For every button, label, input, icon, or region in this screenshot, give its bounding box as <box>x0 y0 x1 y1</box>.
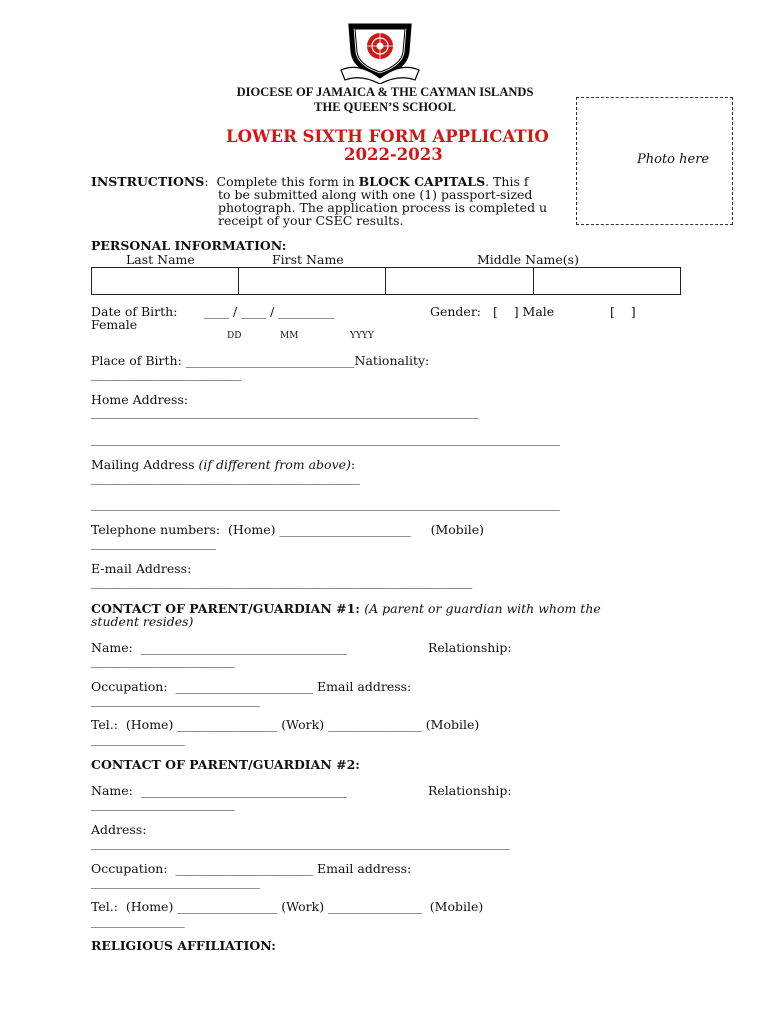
email-field[interactable]: _____________________________________________________________ <box>91 574 473 589</box>
mailing-label-colon: : <box>350 457 356 472</box>
email-label: E-mail Address: <box>91 561 192 576</box>
guardian1-relationship-field[interactable]: _______________________ <box>91 653 235 668</box>
guardian1-relationship-label: Relationship: <box>428 640 512 655</box>
guardian2-tel-field[interactable]: Tel.: (Home) ________________ (Work) _______________ (Mobile) <box>91 899 484 914</box>
school-name: THE QUEEN’S SCHOOL <box>314 100 456 114</box>
instructions-label: INSTRUCTIONS <box>91 174 205 189</box>
guardian2-address-field[interactable]: ___________________________________________________________________ <box>91 835 510 850</box>
mailing-label-note: (if different from above) <box>198 457 351 472</box>
dob-mm-hint: MM <box>280 331 299 341</box>
guardian1-note: (A parent or guardian with whom the <box>364 601 601 616</box>
guardian1-tel-field[interactable]: Tel.: (Home) ________________ (Work) _______________ (Mobile) <box>91 717 480 732</box>
guardian2-heading: CONTACT OF PARENT/GUARDIAN #2: <box>91 757 360 772</box>
diocese-heading: DIOCESE OF JAMAICA & THE CAYMAN ISLANDS <box>236 85 534 99</box>
instructions-line2: to be submitted along with one (1) passport-sized <box>218 187 533 202</box>
instructions-block-capitals: BLOCK CAPITALS <box>358 174 486 189</box>
nationality-field[interactable]: ________________________ <box>91 366 241 381</box>
dob-yyyy-hint: YYYY <box>350 331 374 341</box>
gender-female-label: Female <box>91 317 138 332</box>
personal-info-heading: PERSONAL INFORMATION: <box>91 238 287 253</box>
mailing-label-text: Mailing Address <box>91 457 199 472</box>
guardian2-address-label: Address: <box>91 822 147 837</box>
guardian1-heading-text: CONTACT OF PARENT/GUARDIAN #1: <box>91 601 365 616</box>
middle-name-field-2[interactable] <box>534 268 681 294</box>
mailing-address-line-1[interactable]: ___________________________________________ <box>91 470 360 485</box>
dob-field[interactable]: ____ / ____ / _________ <box>204 304 335 319</box>
gender-female-checkbox[interactable]: [ ] <box>610 304 636 319</box>
name-grid <box>91 267 681 295</box>
guardian1-occupation-field[interactable]: Occupation: ______________________ Email address: <box>91 679 412 694</box>
instructions-line3: photograph. The application process is completed u <box>218 200 548 215</box>
guardian2-mobile-field[interactable]: _______________ <box>91 913 185 928</box>
form-year: 2022-2023 <box>344 145 443 164</box>
middle-name-field-1[interactable] <box>386 268 534 294</box>
home-address-line-1[interactable]: ______________________________________________________________ <box>91 404 479 419</box>
guardian2-email-field[interactable]: ___________________________ <box>91 874 260 889</box>
dob-label: Date of Birth: <box>91 304 178 319</box>
guardian2-relationship-label: Relationship: <box>428 783 512 798</box>
instructions-text-a: : Complete this form in <box>204 174 359 189</box>
photo-box <box>576 97 733 225</box>
guardian1-email-field[interactable]: ___________________________ <box>91 692 260 707</box>
mobile-field[interactable]: ____________________ <box>91 535 216 550</box>
guardian1-mobile-field[interactable]: _______________ <box>91 731 185 746</box>
guardian2-name-field[interactable]: Name: _________________________________ <box>91 783 348 798</box>
form-title: LOWER SIXTH FORM APPLICATIO <box>226 127 549 146</box>
home-address-line-2[interactable]: ___________________________________________________________________________ <box>91 431 560 446</box>
photo-label: Photo here <box>637 152 710 167</box>
instructions-line4: receipt of your CSEC results. <box>218 213 404 228</box>
last-name-field[interactable] <box>92 268 239 294</box>
telephone-field[interactable]: Telephone numbers: (Home) _____________________ (Mobile) <box>91 522 485 537</box>
guardian2-occupation-field[interactable]: Occupation: ______________________ Email address: <box>91 861 412 876</box>
religious-affiliation-heading: RELIGIOUS AFFILIATION: <box>91 938 276 953</box>
guardian1-name-field[interactable]: Name: _________________________________ <box>91 640 348 655</box>
mailing-address-line-2[interactable]: ___________________________________________________________________________ <box>91 496 560 511</box>
last-name-label: Last Name <box>126 252 195 267</box>
school-crest-logo <box>339 22 421 84</box>
middle-name-label: Middle Name(s) <box>477 252 579 267</box>
guardian1-note-cont: student resides) <box>91 614 194 629</box>
gender-male-option[interactable]: Gender: [ ] Male <box>430 304 555 319</box>
guardian2-relationship-field[interactable]: _______________________ <box>91 796 235 811</box>
instructions-text-c: . This f <box>485 174 529 189</box>
dob-dd-hint: DD <box>227 331 242 341</box>
first-name-label: First Name <box>272 252 344 267</box>
first-name-field[interactable] <box>239 268 387 294</box>
home-address-label: Home Address: <box>91 392 189 407</box>
place-of-birth-field[interactable]: Place of Birth: ___________________________Nationality: <box>91 353 430 368</box>
